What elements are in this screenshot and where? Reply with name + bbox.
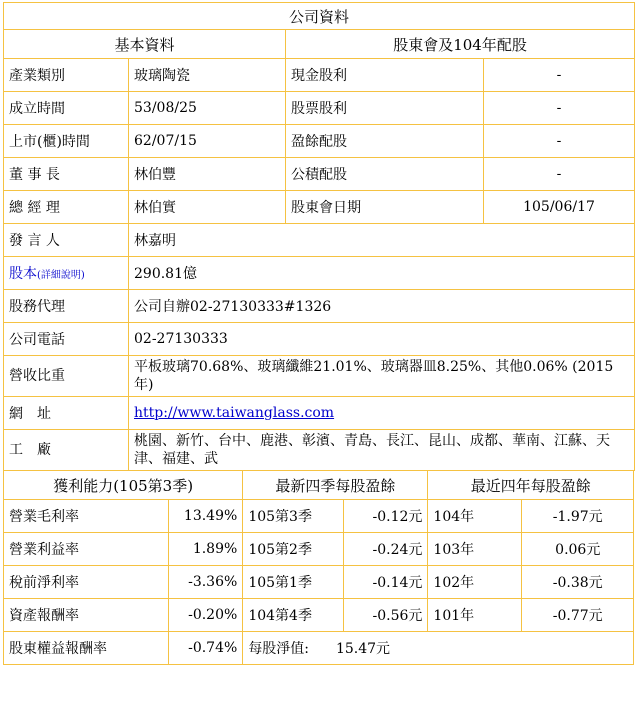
year-label: 102年 (428, 566, 521, 598)
roe-value: -0.74% (169, 632, 243, 664)
year-label: 103年 (428, 533, 521, 565)
stock-agent-label: 股務代理 (4, 290, 128, 322)
eps-quarter-heading: 最新四季每股盈餘 (243, 471, 427, 499)
reserve-distribution-label: 公積配股 (286, 158, 483, 190)
pretax-margin-label: 稅前淨利率 (4, 566, 168, 598)
phone-label: 公司電話 (4, 323, 128, 355)
capital-detail-link[interactable]: (詳細說明) (37, 270, 85, 281)
nav-cell (243, 632, 633, 664)
year-label: 101年 (428, 599, 521, 631)
chairman-value: 林伯豐 (129, 158, 285, 190)
table-row (4, 397, 634, 429)
revenue-mix-label: 營收比重 (4, 356, 128, 396)
eps-year-heading: 最近四年每股盈餘 (428, 471, 633, 499)
stock-dividend-label: 股票股利 (286, 92, 483, 124)
page-title: 公司資料 (4, 3, 634, 29)
cash-dividend-label: 現金股利 (286, 59, 483, 91)
website-label: 網 址 (4, 397, 128, 429)
earnings-distribution-label: 盈餘配股 (286, 125, 483, 157)
table-row (4, 59, 634, 91)
dividend-heading: 股東會及104年配股 (286, 30, 634, 58)
spokesperson-value: 林嘉明 (129, 224, 634, 256)
table-row (4, 257, 634, 289)
quarter-eps: -0.14元 (344, 566, 428, 598)
table-row (4, 566, 633, 598)
founded-value: 53/08/25 (129, 92, 285, 124)
quarter-label: 105第2季 (243, 533, 342, 565)
gm-value: 林伯實 (129, 191, 285, 223)
quarter-eps: -0.24元 (344, 533, 428, 565)
quarter-eps: -0.56元 (344, 599, 428, 631)
gross-margin-label: 營業毛利率 (4, 500, 168, 532)
quarter-label: 105第3季 (243, 500, 342, 532)
nav-value: 15.47元 (335, 641, 391, 657)
spokesperson-label: 發 言 人 (4, 224, 128, 256)
pretax-margin-value: -3.36% (169, 566, 243, 598)
table-row (4, 92, 634, 124)
roe-label: 股東權益報酬率 (4, 632, 168, 664)
operating-margin-label: 營業利益率 (4, 533, 168, 565)
table-row (4, 290, 634, 322)
earnings-distribution-value: - (484, 125, 634, 157)
quarter-eps: -0.12元 (344, 500, 428, 532)
industry-value: 玻璃陶瓷 (129, 59, 285, 91)
industry-label: 產業類別 (4, 59, 128, 91)
nav-label: 每股淨值: (248, 641, 310, 657)
stock-agent-value: 公司自辦02-27130333#1326 (129, 290, 634, 322)
listing-date-value: 62/07/15 (129, 125, 285, 157)
table-row (4, 599, 633, 631)
table-row (4, 158, 634, 190)
capital-label-cell (4, 257, 128, 289)
revenue-mix-value: 平板玻璃70.68%、玻璃纖維21.01%、玻璃器皿8.25%、其他0.06% (2015年) (129, 356, 634, 396)
website-link[interactable]: http://www.taiwanglass.com (134, 405, 335, 421)
table-row (4, 430, 634, 470)
website-cell (129, 397, 634, 429)
table-row (4, 533, 633, 565)
year-label: 104年 (428, 500, 521, 532)
year-eps: -1.97元 (522, 500, 633, 532)
basic-heading: 基本資料 (4, 30, 285, 58)
year-eps: 0.06元 (522, 533, 633, 565)
table-row (4, 191, 634, 223)
company-info-panel (3, 2, 634, 665)
factory-label: 工 廠 (4, 430, 128, 470)
quarter-label: 105第1季 (243, 566, 342, 598)
table-row (4, 356, 634, 396)
reserve-distribution-value: - (484, 158, 634, 190)
factory-value: 桃園、新竹、台中、鹿港、彰濱、青島、長江、昆山、成都、華南、江蘇、天津、福建、武 (129, 430, 634, 470)
roa-label: 資產報酬率 (4, 599, 168, 631)
profitability-table (3, 470, 634, 665)
phone-value: 02-27130333 (129, 323, 634, 355)
capital-value: 290.81億 (129, 257, 634, 289)
gross-margin-value: 13.49% (169, 500, 243, 532)
listing-date-label: 上市(櫃)時間 (4, 125, 128, 157)
founded-label: 成立時間 (4, 92, 128, 124)
profitability-heading: 獲利能力(105第3季) (4, 471, 242, 499)
agm-date-value: 105/06/17 (484, 191, 634, 223)
roa-value: -0.20% (169, 599, 243, 631)
capital-link[interactable]: 股本 (9, 266, 37, 282)
year-eps: -0.77元 (522, 599, 633, 631)
basic-info-table (3, 2, 635, 471)
table-row (4, 224, 634, 256)
table-row (4, 125, 634, 157)
stock-dividend-value: - (484, 92, 634, 124)
chairman-label: 董 事 長 (4, 158, 128, 190)
operating-margin-value: 1.89% (169, 533, 243, 565)
table-row (4, 632, 633, 664)
table-row (4, 500, 633, 532)
year-eps: -0.38元 (522, 566, 633, 598)
table-row (4, 323, 634, 355)
quarter-label: 104第4季 (243, 599, 342, 631)
agm-date-label: 股東會日期 (286, 191, 483, 223)
gm-label: 總 經 理 (4, 191, 128, 223)
cash-dividend-value: - (484, 59, 634, 91)
